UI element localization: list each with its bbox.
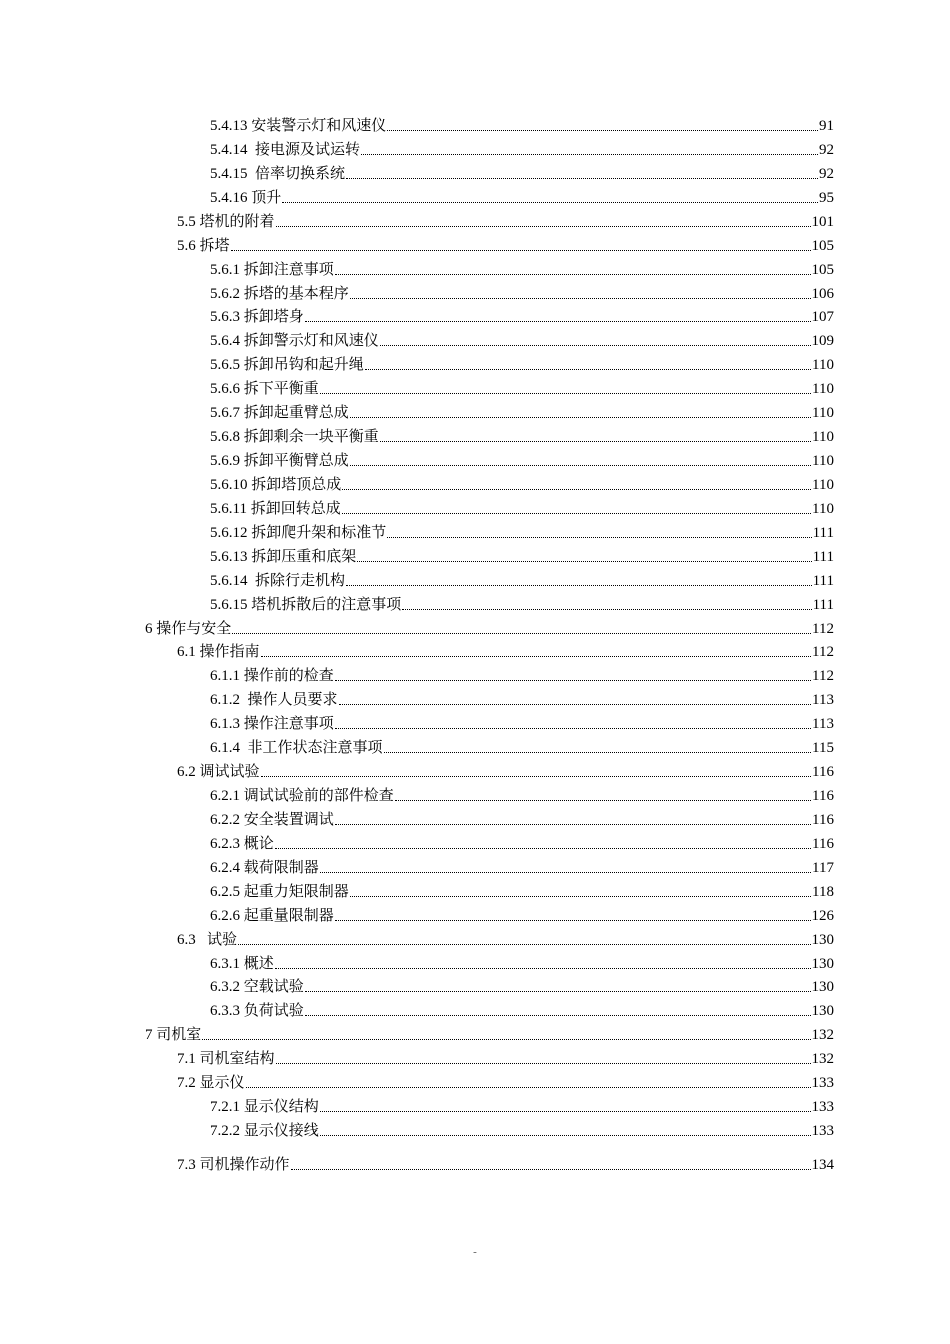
- toc-entry[interactable]: [210, 830, 834, 854]
- toc-entry[interactable]: [210, 806, 834, 830]
- toc-entry-title: 6.1.3 操作注意事项: [210, 716, 334, 733]
- toc-entry-title: 5.6.2 拆塔的基本程序: [210, 285, 349, 302]
- toc-page-number: 116: [812, 835, 834, 852]
- toc-dot-leader: [335, 728, 811, 729]
- toc-entry[interactable]: [145, 615, 834, 639]
- toc-page-number: 92: [819, 165, 834, 182]
- toc-entry-title: 7.2.2 显示仪接线: [210, 1123, 319, 1140]
- toc-entry[interactable]: [210, 375, 834, 399]
- toc-dot-leader: [305, 1015, 811, 1016]
- toc-entry[interactable]: [210, 950, 834, 974]
- toc-entry-title: 6.2 调试试验: [177, 764, 260, 781]
- toc-entry-title: 7.1 司机室结构: [177, 1051, 275, 1068]
- toc-entry-title: 5.4.14 接电源及试运转: [210, 141, 361, 158]
- toc-dot-leader: [350, 896, 811, 897]
- toc-dot-leader: [335, 920, 811, 921]
- toc-page-number: 130: [811, 931, 834, 948]
- toc-dot-leader: [320, 872, 811, 873]
- toc-page-number: 116: [812, 788, 834, 805]
- toc-page-number: 113: [812, 716, 834, 733]
- toc-page-number: 133: [811, 1075, 834, 1092]
- toc-dot-leader: [202, 1039, 810, 1040]
- toc-page-number: 105: [811, 261, 834, 278]
- toc-entry[interactable]: [210, 782, 834, 806]
- toc-entry-title: 6.2.5 起重力矩限制器: [210, 883, 349, 900]
- toc-entry-title: 5.5 塔机的附着: [177, 213, 275, 230]
- toc-dot-leader: [365, 369, 811, 370]
- toc-entry[interactable]: [177, 232, 834, 256]
- toc-dot-leader: [276, 1063, 811, 1064]
- toc-entry-title: 5.6.15 塔机拆散后的注意事项: [210, 596, 402, 613]
- toc-entry-title: 7.2.1 显示仪结构: [210, 1099, 319, 1116]
- toc-dot-leader: [282, 202, 818, 203]
- toc-dot-leader: [357, 561, 811, 562]
- toc-entry[interactable]: [210, 519, 834, 543]
- toc-entry-title: 5.6.8 拆卸剩余一块平衡重: [210, 429, 379, 446]
- toc-entry[interactable]: [210, 854, 834, 878]
- toc-page-number: 107: [811, 309, 834, 326]
- toc-entry-title: 5.6.11 拆卸回转总成: [210, 500, 341, 517]
- toc-dot-leader: [246, 1087, 811, 1088]
- toc-entry-title: 6.3 试验: [177, 931, 238, 948]
- toc-page-number: 111: [812, 596, 834, 613]
- toc-entry[interactable]: [210, 160, 834, 184]
- toc-entry[interactable]: [177, 1151, 834, 1175]
- toc-entry-title: 5.6.1 拆卸注意事项: [210, 261, 334, 278]
- toc-entry[interactable]: [210, 1093, 834, 1117]
- toc-dot-leader: [231, 250, 811, 251]
- toc-dot-leader: [238, 944, 810, 945]
- toc-dot-leader: [335, 680, 811, 681]
- toc-entry-title: 6.2.3 概论: [210, 835, 274, 852]
- toc-dot-leader: [275, 968, 811, 969]
- toc-dot-leader: [232, 633, 811, 634]
- toc-dot-leader: [380, 345, 811, 346]
- toc-entry[interactable]: [210, 399, 834, 423]
- toc-page-number: 130: [811, 1003, 834, 1020]
- toc-page-number: 106: [811, 285, 834, 302]
- toc-entry-title: 6.2.2 安全装置调试: [210, 811, 334, 828]
- toc-page-number: 110: [812, 476, 834, 493]
- toc-page-number: 130: [811, 955, 834, 972]
- toc-dot-leader: [384, 752, 812, 753]
- toc-entry-title: 6.1.2 操作人员要求: [210, 692, 338, 709]
- toc-entry-title: 5.6.5 拆卸吊钩和起升绳: [210, 357, 364, 374]
- toc-dot-leader: [342, 513, 811, 514]
- toc-entry-title: 5.6.13 拆卸压重和底架: [210, 548, 357, 565]
- toc-dot-leader: [276, 226, 811, 227]
- toc-page-number: 112: [812, 620, 834, 637]
- toc-entry-title: 5.6.3 拆卸塔身: [210, 309, 304, 326]
- toc-page-number: 111: [812, 572, 834, 589]
- toc-entry[interactable]: [210, 710, 834, 734]
- toc-entry-title: 6.3.2 空载试验: [210, 979, 304, 996]
- toc-entry[interactable]: [177, 1045, 834, 1069]
- toc-entry[interactable]: [210, 878, 834, 902]
- toc-dot-leader: [402, 609, 811, 610]
- toc-page-number: 110: [812, 405, 834, 422]
- toc-entry[interactable]: [210, 997, 834, 1021]
- toc-entry[interactable]: [210, 1117, 834, 1141]
- toc-entry[interactable]: [177, 208, 834, 232]
- toc-page-number: 113: [812, 692, 834, 709]
- toc-entry[interactable]: [210, 303, 834, 327]
- toc-dot-leader: [335, 824, 811, 825]
- toc-page-number: 115: [812, 740, 834, 757]
- toc-dot-leader: [320, 1111, 811, 1112]
- toc-entry[interactable]: [210, 471, 834, 495]
- toc-entry[interactable]: [210, 447, 834, 471]
- toc-entry-title: 5.4.13 安装警示灯和风速仪: [210, 118, 387, 134]
- toc-dot-leader: [261, 776, 812, 777]
- toc-entry[interactable]: [210, 423, 834, 447]
- toc-entry-title: 6 操作与安全: [145, 620, 232, 637]
- toc-page-number: 112: [812, 668, 834, 685]
- toc-dot-leader: [261, 656, 812, 657]
- toc-entry-title: 6.1.4 非工作状态注意事项: [210, 740, 383, 757]
- toc-dot-leader: [350, 465, 811, 466]
- toc-entry[interactable]: [210, 495, 834, 519]
- toc-page-number: 110: [812, 357, 834, 374]
- toc-entry-title: 5.6.12 拆卸爬升架和标准节: [210, 524, 387, 541]
- toc-page-number: 105: [811, 237, 834, 254]
- toc-dot-leader: [305, 321, 811, 322]
- toc-entry[interactable]: [210, 112, 834, 136]
- toc-page-number: 116: [812, 764, 834, 781]
- toc-entry[interactable]: [210, 136, 834, 160]
- toc-entry[interactable]: [177, 758, 834, 782]
- toc-page-number: 132: [811, 1027, 834, 1044]
- toc-entry[interactable]: [210, 327, 834, 351]
- toc-entry-title: 7.2 显示仪: [177, 1075, 245, 1092]
- toc-entry[interactable]: [177, 638, 834, 662]
- toc-dot-leader: [291, 1169, 811, 1170]
- toc-dot-leader: [380, 441, 811, 442]
- toc-entry-title: 6.3.3 负荷试验: [210, 1003, 304, 1020]
- toc-entry-title: 6.2.4 载荷限制器: [210, 859, 319, 876]
- toc-page-number: 110: [812, 381, 834, 398]
- toc-dot-leader: [346, 585, 812, 586]
- toc-page-number: 111: [812, 548, 834, 565]
- toc-entry-title: 5.4.15 倍率切换系统: [210, 165, 346, 182]
- toc-entry[interactable]: [210, 591, 834, 615]
- toc-entry[interactable]: [177, 926, 834, 950]
- toc-dot-leader: [320, 1135, 811, 1136]
- toc-entry[interactable]: [210, 543, 834, 567]
- toc-page-number: 110: [812, 453, 834, 470]
- toc-entry[interactable]: [210, 734, 834, 758]
- toc-page-number: 126: [811, 907, 834, 924]
- toc-entry-title: 6.1.1 操作前的检查: [210, 668, 334, 685]
- toc-page-number: 95: [819, 189, 834, 206]
- toc-dot-leader: [339, 704, 812, 705]
- toc-entry[interactable]: [210, 973, 834, 997]
- toc-entry-title: 6.2.1 调试试验前的部件检查: [210, 788, 394, 805]
- toc-page-number: 133: [811, 1099, 834, 1116]
- toc-page-number: 109: [811, 333, 834, 350]
- toc-dot-leader: [335, 274, 811, 275]
- toc-page-number: 112: [812, 644, 834, 661]
- toc-entry-title: 5.4.16 顶升: [210, 189, 282, 206]
- toc-entry-title: 5.6.6 拆下平衡重: [210, 381, 319, 398]
- toc-dot-leader: [387, 130, 818, 131]
- toc-entry[interactable]: [210, 351, 834, 375]
- toc-dot-leader: [305, 991, 811, 992]
- toc-entry-title: 5.6.4 拆卸警示灯和风速仪: [210, 333, 379, 350]
- toc-entry-title: 7.3 司机操作动作: [177, 1156, 290, 1173]
- toc-page-number: 116: [812, 811, 834, 828]
- toc-page-number: 91: [819, 118, 834, 134]
- toc-dot-leader: [342, 489, 811, 490]
- toc-page-number: 101: [811, 213, 834, 230]
- toc-entry[interactable]: [210, 902, 834, 926]
- toc-entry-title: 5.6 拆塔: [177, 237, 230, 254]
- toc-entry-title: 7 司机室: [145, 1027, 202, 1044]
- toc-dot-leader: [350, 417, 811, 418]
- toc-entry-title: 6.3.1 概述: [210, 955, 274, 972]
- toc-dot-leader: [361, 154, 818, 155]
- toc-entry[interactable]: [210, 567, 834, 591]
- toc-dot-leader: [275, 848, 811, 849]
- toc-page-number: 130: [811, 979, 834, 996]
- toc-entry-title: 6.2.6 起重量限制器: [210, 907, 334, 924]
- toc-entry[interactable]: [210, 256, 834, 280]
- toc-entry-title: 6.1 操作指南: [177, 644, 260, 661]
- toc-entry-title: 5.6.9 拆卸平衡臂总成: [210, 453, 349, 470]
- toc-page-number: 110: [812, 429, 834, 446]
- toc-dot-leader: [395, 800, 811, 801]
- toc-entry-title: 5.6.7 拆卸起重臂总成: [210, 405, 349, 422]
- toc-entry[interactable]: [145, 1021, 834, 1045]
- page-footer-mark: -: [473, 1246, 477, 1258]
- toc-entry[interactable]: [210, 662, 834, 686]
- toc-entry[interactable]: [210, 184, 834, 208]
- toc-dot-leader: [387, 537, 811, 538]
- toc-page-number: 110: [812, 500, 834, 517]
- toc-dot-leader: [320, 393, 811, 394]
- toc-page-number: 111: [812, 524, 834, 541]
- toc-dot-leader: [346, 178, 818, 179]
- toc-page-number: 134: [811, 1156, 834, 1173]
- toc-page-number: 92: [819, 141, 834, 158]
- toc-entry-title: 5.6.10 拆卸塔顶总成: [210, 476, 342, 493]
- toc-entry[interactable]: [210, 280, 834, 304]
- toc-dot-leader: [350, 298, 811, 299]
- toc-entry[interactable]: [177, 1069, 834, 1093]
- toc-page-number: 117: [812, 859, 834, 876]
- toc-page-number: 118: [812, 883, 834, 900]
- toc-page-number: 132: [811, 1051, 834, 1068]
- toc-page-number: 133: [811, 1123, 834, 1140]
- toc-entry[interactable]: [210, 686, 834, 710]
- toc-entry-title: 5.6.14 拆除行走机构: [210, 572, 346, 589]
